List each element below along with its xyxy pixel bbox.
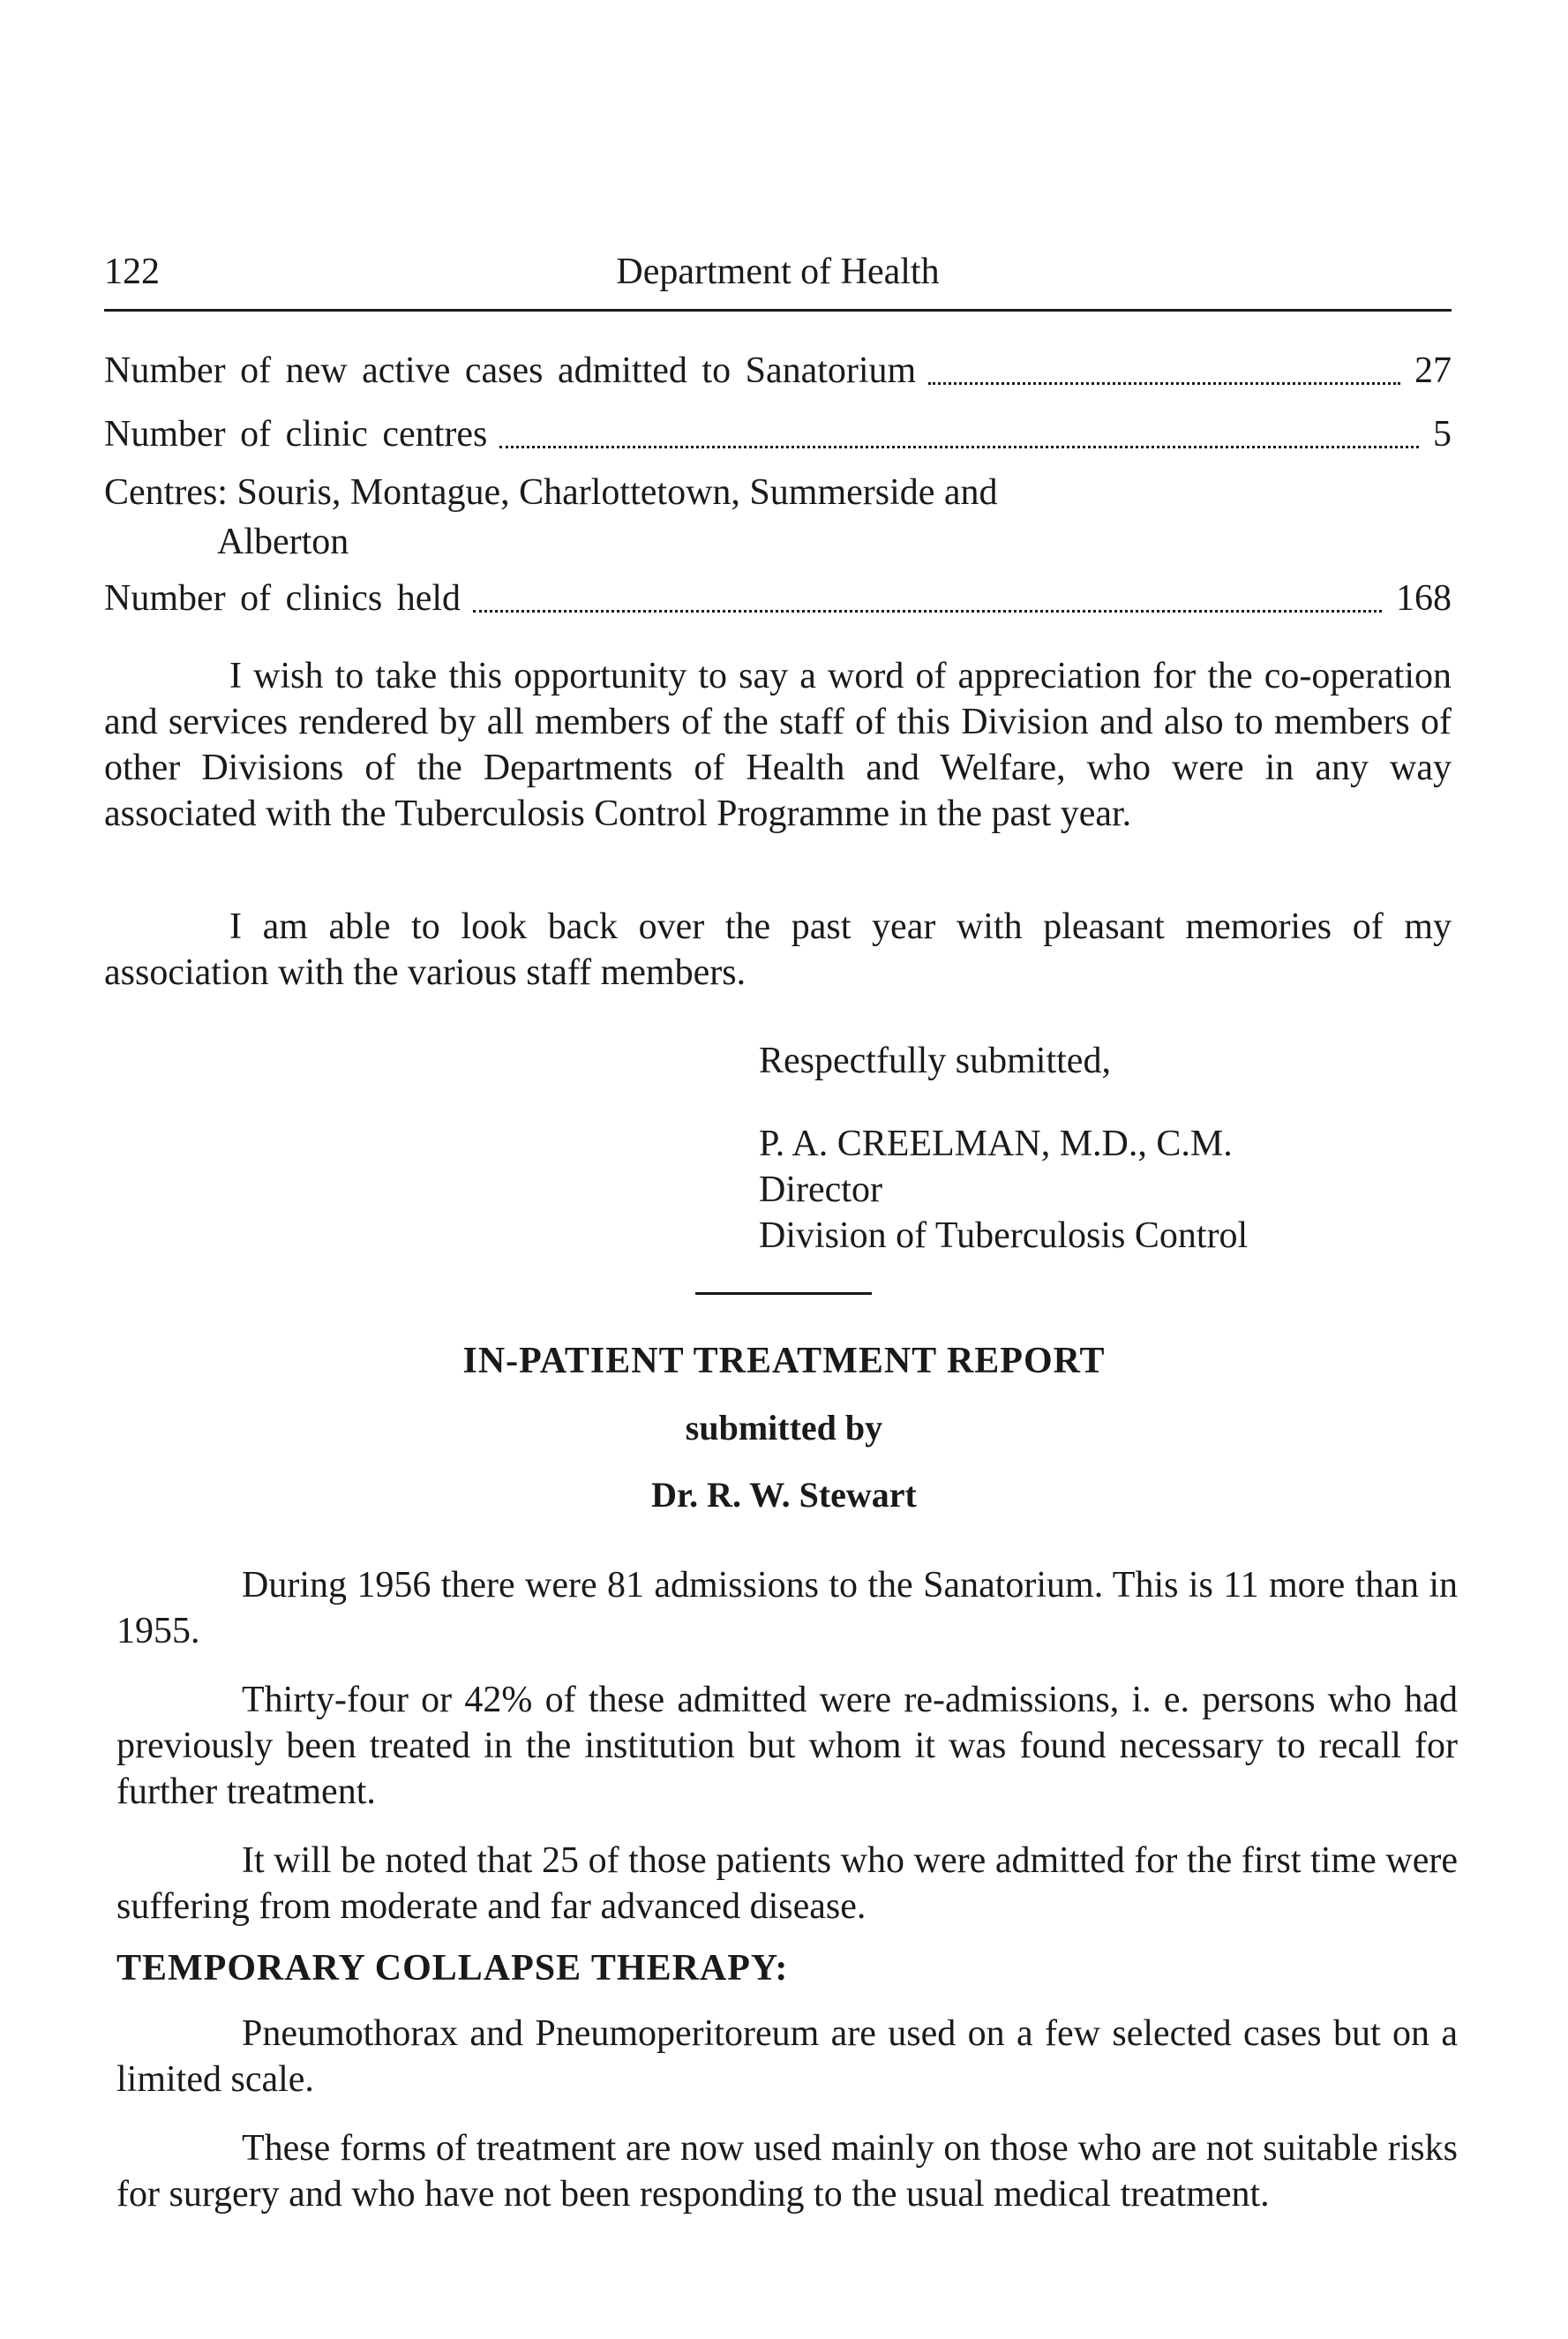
dot-leader: [499, 446, 1419, 448]
collapse-therapy-paragraph: Pneumothorax and Pneumoperitoreum are used on a few selected cases but on a limited scale.: [116, 2013, 1458, 2100]
stat-value: 168: [1396, 578, 1452, 619]
header-rule: [104, 309, 1452, 312]
running-head: Department of Health: [616, 252, 940, 292]
centres-list: [104, 468, 1339, 567]
stat-row-new-active-cases: [104, 350, 1452, 399]
admissions-paragraph: During 1956 there were 81 admissions to the Sanatorium. This is 11 more than in 1955.: [116, 1565, 1458, 1651]
advanced-disease-paragraph: It will be noted that 25 of those patients who were admitted for the first time were suffering from moderate and far advanced disease.: [116, 1840, 1458, 1927]
centres-line-1: Centres: Souris, Montague, Charlottetown, Summerside and: [104, 472, 998, 513]
signature-block: [759, 1038, 1248, 1259]
appreciation-paragraph: I wish to take this opportunity to say a word of appreciation for the co-operation and services rendered by all members of the staff of this Division and also to members of other Divisions of the Departments of Health and Welfare, who were in any way associated with the Tuberculosis Control Programme in the past year.: [104, 656, 1452, 834]
treatment-forms-paragraph: These forms of treatment are now used mainly on those who are not suitable risks for surgery and who have not been responding to the usual medical treatment.: [116, 2128, 1458, 2215]
stat-label: Number of clinics held: [104, 578, 461, 619]
readmissions-paragraph: Thirty-four or 42% of these admitted were re-admissions, i. e. persons who had previously been treated in the institution but whom it was found necessary to recall for further treatment.: [116, 1680, 1458, 1812]
report-submitted-by: submitted by: [685, 1408, 883, 1448]
dot-leader: [928, 382, 1400, 385]
closing-text: Respectfully submitted,: [759, 1041, 1111, 1081]
signatory-division: Division of Tuberculosis Control: [759, 1215, 1249, 1256]
memories-paragraph: I am able to look back over the past year with pleasant memories of my association with the various staff members.: [104, 906, 1452, 993]
stat-label: Number of new active cases admitted to Sanatorium: [104, 350, 917, 391]
page-header: [104, 251, 1452, 304]
stat-value: 27: [1414, 350, 1452, 391]
section-heading: TEMPORARY COLLAPSE THERAPY:: [116, 1948, 789, 1989]
stat-row-clinic-centres: [104, 413, 1452, 463]
stat-row-clinics-held: [104, 577, 1452, 627]
page-number: 122: [104, 252, 160, 292]
section-divider: [695, 1292, 872, 1295]
report-title: IN-PATIENT TREATMENT REPORT: [462, 1341, 1106, 1381]
report-author: Dr. R. W. Stewart: [651, 1475, 917, 1515]
dot-leader: [473, 610, 1382, 613]
signatory-name: P. A. CREELMAN, M.D., C.M.: [759, 1124, 1233, 1164]
stat-label: Number of clinic centres: [104, 414, 488, 455]
stat-value: 5: [1433, 414, 1452, 455]
centres-line-2: Alberton: [217, 522, 349, 562]
signatory-title: Director: [759, 1170, 882, 1210]
